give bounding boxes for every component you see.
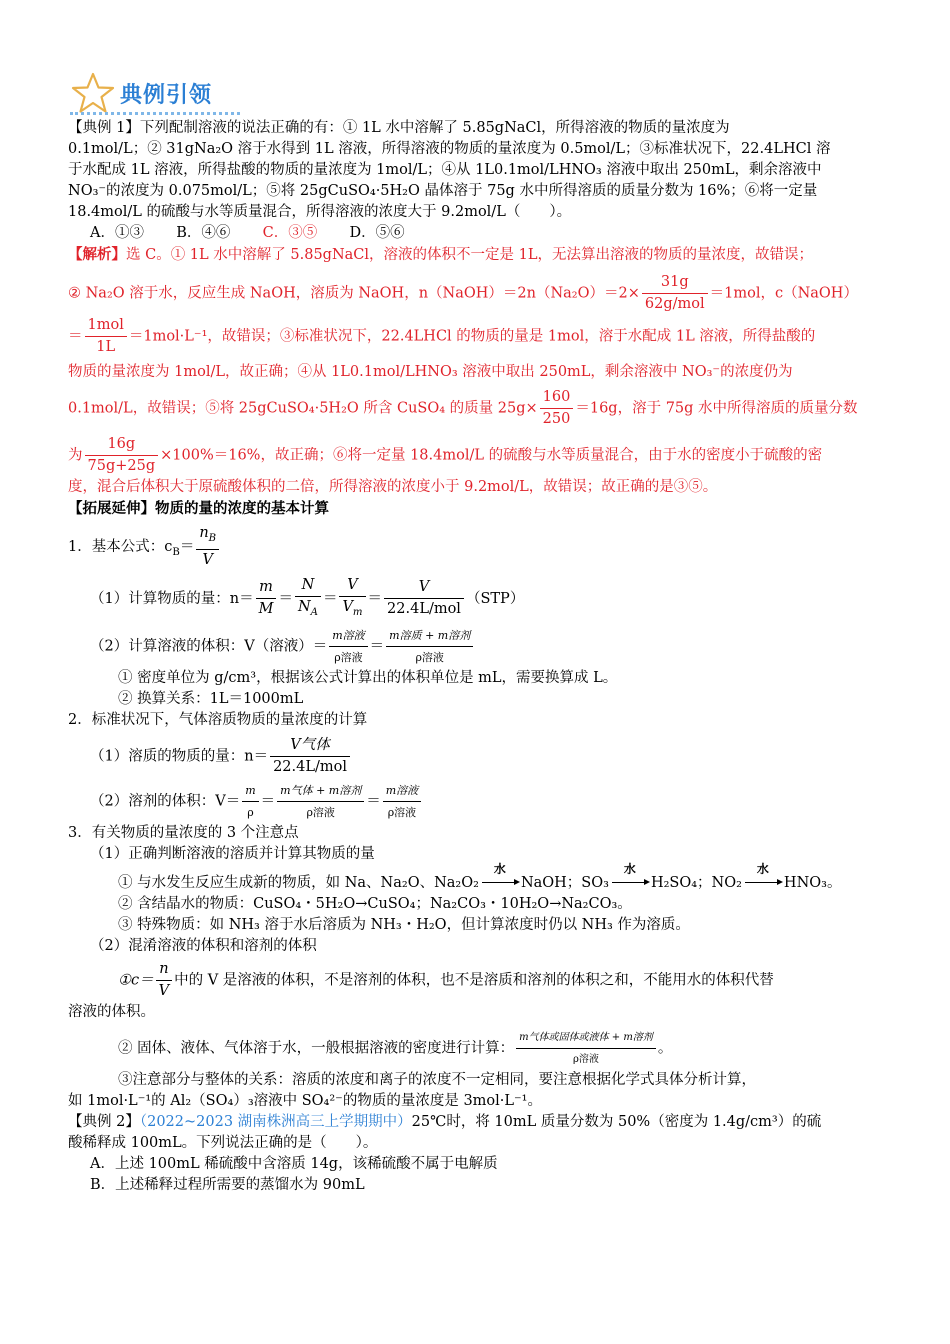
ex1-line4: NO₃⁻的浓度为 0.075mol/L；⑤将 25gCuSO₄·5H₂O 晶体溶于 75g 水中所得溶质的质量分数为 16%；⑥将一定量 (68, 183, 818, 199)
ext-s1a: （1）计算物质的量：n＝ $\frac{m}{M}$ ＝ $\frac{N}{N_A}$ ＝ $\frac{V}{V_m}$ ＝ $\frac{V}{\text{22.4L/mol}}$ （STP） (68, 575, 886, 623)
analysis-line6: 为 $\frac{16g}{75g+25g}$ ×100%＝16%，故正确；⑥将一定量 18.4mol/L 的硫酸与水等质量混合，由于水的密度小于硫酸的密 (68, 434, 886, 477)
ex1-options (68, 223, 886, 244)
fraction: $\frac{31g}{\text{62g/mol}}$ (642, 272, 708, 315)
fraction: $\frac{\text{1mol}}{1L}$ (85, 315, 127, 358)
analysis-line2: ② Na₂O 溶于水，反应生成 NaOH，溶质为 NaOH，n（NaOH）＝2n（Na₂O）＝2× $\frac{31g}{\text{62g/mol}}$ ＝1mol，c（NaOH） (68, 272, 886, 315)
analysis-line1: 【解析】选 C。① 1L 水中溶解了 5.85gNaCl，溶液的体积不一定是 1L，无法算出溶液的物质的量浓度，故错误； (68, 246, 813, 263)
ext-s3b2: ② 固体、液体、气体溶于水，一般根据溶液的密度进行计算： $\frac{\text{m气体或固体或液体 + m溶剂}}{\text{ρ溶液}}$ 。 (68, 1027, 886, 1070)
analysis-line5: 0.1mol/L，故错误；⑤将 25gCuSO₄·5H₂O 所含 CuSO₄ 的质量 25g× $\frac{160}{250}$ ＝16g，溶于 75g 水中所得溶质的质量分数 (68, 387, 886, 430)
ext-s3b3: ③注意部分与整体的关系：溶质的浓度和离子的浓度不一定相同，要注意根据化学式具体分析计算， (118, 1071, 756, 1088)
reaction-arrow: 水 (609, 873, 651, 894)
ex2-option-b: B．上述稀释过程所需要的蒸馏水为 90mL (90, 1176, 365, 1193)
fraction: $\frac{N}{N_A}$ (295, 575, 321, 623)
ex1-option-c: C．③⑤ (262, 225, 318, 241)
ex1-option-d: D．⑤⑥ (349, 225, 405, 241)
ex2-label: 【典例 2】 (68, 1113, 140, 1130)
fraction: $\frac{n_B}{V}$ (196, 523, 219, 571)
reaction-arrow: 水 (742, 873, 784, 894)
analysis-label: 【解析】 (68, 246, 126, 263)
analysis-line3: ＝ $\frac{\text{1mol}}{1L}$ ＝1mol·L⁻¹，故错误；③标准状况下，22.4LHCl 的物质的量是 1mol，溶于水配成 1L 溶液，所得盐酸的 (68, 315, 886, 358)
fraction: $\frac{\text{m溶液}}{\text{ρ溶液}}$ (329, 625, 367, 668)
ext-s1b-note2: ② 换算关系：1L＝1000mL (118, 690, 304, 707)
ext-title: 【拓展延伸】物质的量的浓度的基本计算 (68, 500, 329, 517)
ex2-line2: 酸稀释成 100mL。下列说法正确的是（ ）。 (68, 1134, 378, 1151)
ext-s3b1-line2: 溶液的体积。 (68, 1003, 155, 1020)
ext-s1b-note1: ① 密度单位为 g/cm³，根据该公式计算出的体积单位是 mL，需要换算成 L。 (118, 669, 618, 686)
ext-s2: 2．标准状况下，气体溶质物质的量浓度的计算 (68, 711, 368, 728)
fraction: $\frac{160}{250}$ (540, 387, 574, 430)
ext-s3b1: ①c＝ $\frac{n}{V}$ 中的 V 是溶液的体积，不是溶剂的体积，也不是溶质和溶剂的体积之和，不能用水的体积代替 (68, 959, 886, 1002)
ext-s3a: （1）正确判断溶液的溶质并计算其物质的量 (90, 845, 375, 862)
ext-s3b: （2）混淆溶液的体积和溶剂的体积 (90, 937, 317, 954)
fraction: $\frac{\text{V气体}}{\text{22.4L/mol}}$ (270, 735, 350, 778)
fraction: $\frac{\text{m溶质 + m溶剂}}{\text{ρ溶液}}$ (386, 625, 473, 668)
section-title: 典例引领 (120, 83, 213, 108)
ex1-line5: 18.4mol/L 的硫酸与水等质量混合，所得溶液的浓度大于 9.2mol/L（ ）。 (68, 204, 572, 220)
ex1-line2: 0.1mol/L；② 31gNa₂O 溶于水得到 1L 溶液，所得溶液的物质的量浓度为 0.5mol/L；③标准状况下，22.4LHCl 溶 (68, 141, 831, 157)
header-underline (70, 112, 240, 115)
section-header (70, 72, 240, 118)
analysis-line4: 物质的量浓度为 1mol/L，故正确；④从 1L0.1mol/LHNO₃ 溶液中取出 250mL，剩余溶液中 NO₃⁻的浓度仍为 (68, 364, 793, 380)
ext-s1: 1．基本公式：$c_B=$ $\frac{n_B}{V}$ (68, 523, 886, 571)
ex1-option-a: A．①③ (90, 225, 144, 241)
ext-s3a2: ② 含结晶水的物质：CuSO₄・5H₂O→CuSO₄；Na₂CO₃・10H₂O→Na₂CO₃。 (118, 895, 632, 912)
ext-s2a: （1）溶质的物质的量：n＝ $\frac{\text{V气体}}{\text{22.4L/mol}}$ (68, 735, 886, 778)
fraction: $\frac{m}{M}$ (256, 577, 277, 620)
star-icon (70, 72, 116, 114)
ex1-label: 【典例 1】 (68, 120, 140, 136)
ext-s2b: （2）溶剂的体积：V＝ $\frac{m}{\rho}$ ＝ $\frac{\text{m气体 + m溶剂}}{\text{ρ溶液}}$ ＝ $\frac{\text{m溶液}}{\text{ρ溶液}}$ (68, 780, 886, 823)
fraction: $\frac{V}{\text{22.4L/mol}}$ (384, 577, 464, 620)
ext-s3a1: ① 与水发生反应生成新的物质，如 Na、Na₂O、Na₂O₂ 水 NaOH；SO₃ 水 H₂SO₄；NO₂ 水 HNO₃。 (68, 873, 886, 894)
ex1-option-b: B．④⑥ (176, 225, 231, 241)
reaction-arrow: 水 (479, 873, 521, 894)
ext-s3a3: ③ 特殊物质：如 NH₃ 溶于水后溶质为 NH₃・H₂O，但计算浓度时仍以 NH₃ 作为溶质。 (118, 916, 690, 933)
content (68, 118, 886, 1196)
fraction: $\frac{n}{V}$ (156, 959, 172, 1002)
analysis (68, 244, 886, 498)
fraction: $\frac{m}{\rho}$ (242, 780, 258, 823)
ex2-source: （2022~2023 湖南株洲高三上学期期中） (139, 1113, 412, 1130)
ext-s3b3-line2: 如 1mol·L⁻¹的 Al₂（SO₄）₃溶液中 SO₄²⁻的物质的量浓度是 3mol·L⁻¹。 (68, 1092, 542, 1109)
ex2-option-a: A．上述 100mL 稀硫酸中含溶质 14g，该稀硫酸不属于电解质 (90, 1155, 498, 1172)
ex1-line1: 【典例 1】下列配制溶液的说法正确的有：① 1L 水中溶解了 5.85gNaCl，所得溶液的物质的量浓度为 (68, 120, 730, 136)
fraction: $\frac{V}{V_m}$ (339, 575, 365, 623)
ex2-line1: 【典例 2】（2022~2023 湖南株洲高三上学期期中）25℃时，将 10mL 质量分数为 50%（密度为 1.4g/cm³）的硫 (68, 1113, 822, 1130)
fraction: $\frac{\text{m溶液}}{\text{ρ溶液}}$ (383, 780, 421, 823)
ext-s1b: （2）计算溶液的体积：V（溶液）＝ $\frac{\text{m溶液}}{\text{ρ溶液}}$ ＝ $\frac{\text{m溶质 + m溶剂}}{\text{ρ溶液}}$ (68, 625, 886, 668)
fraction: $\frac{\text{m气体或固体或液体 + m溶剂}}{\text{ρ溶液}}$ (516, 1027, 656, 1070)
ext-s3: 3．有关物质的量浓度的 3 个注意点 (68, 824, 299, 841)
fraction: $\frac{\text{m气体 + m溶剂}}{\text{ρ溶液}}$ (277, 780, 364, 823)
analysis-line7: 度，混合后体积大于原硫酸体积的二倍，所得溶液的浓度小于 9.2mol/L，故错误；故正确的是③⑤。 (68, 479, 718, 495)
ex1-line3: 于水配成 1L 溶液，所得盐酸的物质的量浓度为 1mol/L；④从 1L0.1mol/LHNO₃ 溶液中取出 250mL，剩余溶液中 (68, 162, 822, 178)
fraction: $\frac{16g}{75g+25g}$ (85, 434, 159, 477)
